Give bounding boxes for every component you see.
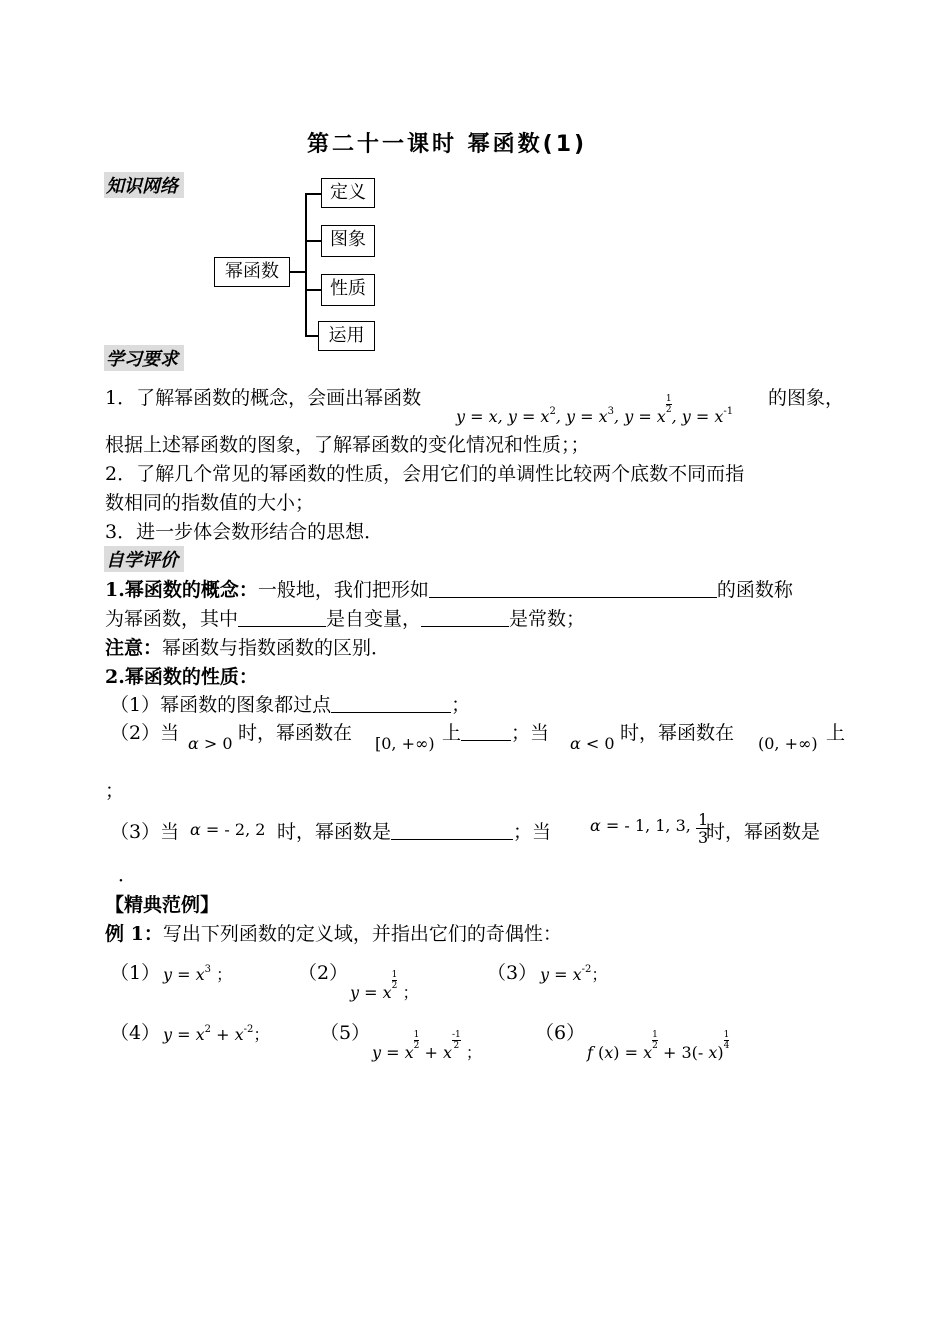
diagram-connector <box>290 271 306 273</box>
property-3-line <box>277 817 551 844</box>
property-3-text: 时，幂函数是 <box>706 821 821 843</box>
answer-blank[interactable] <box>391 821 513 840</box>
alpha-negative-formula: α < 0 <box>570 734 615 753</box>
section-heading-requirements: 学习要求 <box>104 345 184 371</box>
property-2-line <box>442 718 549 745</box>
answer-blank[interactable] <box>461 722 511 741</box>
alpha-positive-formula: α > 0 <box>188 734 233 753</box>
diagram-branch-line <box>305 193 322 195</box>
example-item-label: （1） <box>110 962 161 984</box>
example-item-label: （5） <box>320 1022 371 1044</box>
answer-blank[interactable] <box>421 608 509 627</box>
diagram-branch-properties: 性质 <box>321 274 375 306</box>
example-formula-6: f (x) = x $\frac{1}{2}$ + 3(- x) $\frac{1}{4}$ <box>587 1030 730 1062</box>
requirement-1-tail: 的图象， <box>768 387 845 409</box>
alpha-values-formula-2: α = - 1, 1, 3, $\frac{1}{3}$ <box>590 810 709 847</box>
answer-blank[interactable] <box>429 579 717 598</box>
requirement-1-cont: 根据上述幂函数的图象，了解幂函数的变化情况和性质；； <box>105 434 590 456</box>
interval-closed-formula: [0, +∞) <box>375 734 435 753</box>
example-formula-4: $y = x^2 + x^{-2}$； <box>163 1024 270 1044</box>
requirement-2-cont: 数相同的指数值的大小； <box>105 492 315 514</box>
example-formula-3: $y = x^{-2}$； <box>540 964 608 984</box>
question-1-text: 为幂函数，其中 <box>105 608 239 630</box>
page-title: 第二十一课时 幂函数(1) <box>307 132 588 157</box>
property-3-text: ；当 <box>513 821 552 843</box>
example-item-label: （3） <box>487 962 538 984</box>
property-2-text: 时，幂函数在 <box>238 722 353 744</box>
property-2-text: ； <box>105 780 125 802</box>
example-1-line <box>105 919 562 946</box>
question-2-label: 2.幂函数的性质： <box>105 666 258 688</box>
property-3-text: （3）当 <box>110 821 180 843</box>
property-2-text: 上 <box>442 722 462 744</box>
diagram-branch-application: 运用 <box>318 321 375 351</box>
note-text: 幂函数与指数函数的区别． <box>162 637 391 659</box>
section-heading-network: 知识网络 <box>104 172 184 198</box>
diagram-branch-definition: 定义 <box>321 178 375 208</box>
requirement-1-text: 1．了解幂函数的概念，会画出幂函数 <box>105 387 422 409</box>
section-heading-examples: 【精典范例】 <box>105 894 220 916</box>
answer-blank[interactable] <box>238 608 326 627</box>
property-3-text: ． <box>118 864 138 886</box>
section-heading-self-eval: 自学评价 <box>104 546 184 572</box>
example-item-label: （4） <box>110 1022 161 1044</box>
question-1-line <box>105 575 793 602</box>
example-formula-1: $y = x^3$ ； <box>163 964 233 984</box>
question-1-label: 1.幂函数的概念： <box>105 579 258 601</box>
property-2-text: 时，幂函数在 <box>620 722 735 744</box>
diagram-branch-line <box>305 289 322 291</box>
property-2-text: 上 <box>826 722 846 744</box>
question-1-text: 的函数称 <box>716 579 793 601</box>
answer-blank[interactable] <box>331 694 451 713</box>
requirement-3-text: 3．进一步体会数形结合的思想． <box>105 521 384 543</box>
note-label: 注意： <box>105 637 163 659</box>
question-1-text: 一般地，我们把形如 <box>257 579 429 601</box>
question-1-line-2 <box>105 604 585 631</box>
example-item-label: （6） <box>535 1022 586 1044</box>
property-2-text: ；当 <box>511 722 550 744</box>
power-functions-formula: y = x, $y = x^2$, $y = x^3$, y = x $\frac{1}{2}$ , $y = x^{-1}$ <box>456 394 734 426</box>
question-1-text: 是自变量， <box>326 608 422 630</box>
example-1-label: 例 1： <box>105 923 163 945</box>
question-1-text: 是常数； <box>509 608 586 630</box>
alpha-values-formula-1: α = - 2, 2 <box>190 820 266 839</box>
diagram-branch-line <box>305 240 322 242</box>
property-3-text: 时，幂函数是 <box>277 821 392 843</box>
note-line <box>105 633 390 660</box>
property-2-text: （2）当 <box>110 722 180 744</box>
diagram-trunk <box>305 193 307 335</box>
requirement-2-text: 2．了解几个常见的幂函数的性质，会用它们的单调性比较两个底数不同而指 <box>105 463 745 485</box>
property-1-text: （1）幂函数的图象都过点 <box>110 694 332 716</box>
interval-open-formula: (0, +∞) <box>758 734 818 753</box>
example-1-text: 写出下列函数的定义域，并指出它们的奇偶性： <box>162 923 562 945</box>
diagram-root: 幂函数 <box>214 257 290 287</box>
example-item-label: （2） <box>298 962 349 984</box>
example-formula-5: y = x $\frac{1}{2}$ + x $\frac{-1}{2}$ ； <box>372 1030 482 1062</box>
property-1-line <box>110 690 470 717</box>
diagram-branch-graph: 图象 <box>321 225 375 257</box>
property-1-text: ； <box>451 694 471 716</box>
diagram-branch-line <box>305 335 319 337</box>
example-formula-2: y = x $\frac{1}{2}$ ； <box>350 970 419 1002</box>
